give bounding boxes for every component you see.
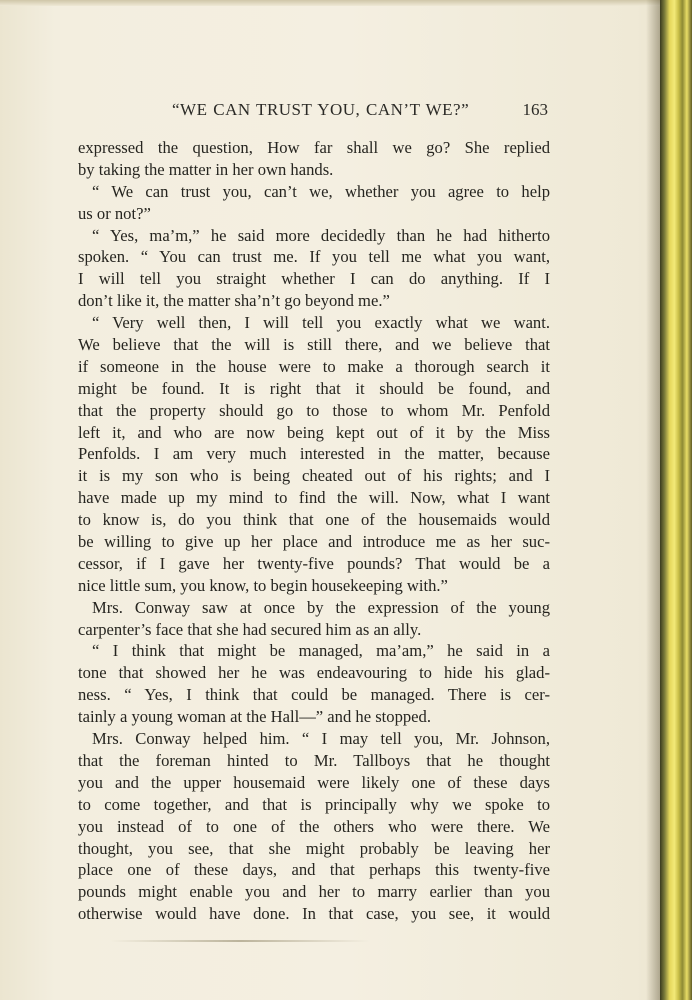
text-line: otherwise would have done. In that case, you see, it would xyxy=(78,904,550,924)
text-line: it is my son who is being cheated out of his rights; and I xyxy=(78,466,550,486)
book-spine xyxy=(660,0,692,1000)
bottom-smudge xyxy=(110,940,370,942)
text-line: ness. “ Yes, I think that could be managed. There is cer- xyxy=(78,685,550,705)
text-line: “ We can trust you, can’t we, whether you agree to help xyxy=(92,181,550,201)
running-title: “WE CAN TRUST YOU, CAN’T WE?” xyxy=(172,100,470,119)
text-line: “ Very well then, I will tell you exactly what we want. xyxy=(92,313,550,333)
text-line: spoken. “ You can trust me. If you tell me what you want, xyxy=(78,247,550,267)
text-line: might be found. It is right that it should be found, and xyxy=(78,378,550,398)
text-line: that the property should go to those to whom Mr. Penfold xyxy=(78,400,550,420)
text-line: place one of these days, and that perhaps this twenty-five xyxy=(78,860,550,880)
text-line: Mrs. Conway helped him. “ I may tell you, Mr. Johnson, xyxy=(92,729,550,749)
text-line: you and the upper housemaid were likely one of these days xyxy=(78,772,550,792)
text-line: “ Yes, ma’m,” he said more decidedly than he had hitherto xyxy=(92,225,550,245)
text-line: expressed the question, How far shall we go? She replied xyxy=(78,138,550,157)
text-line: Mrs. Conway saw at once by the expression of the young xyxy=(92,597,550,617)
page-header xyxy=(80,100,548,126)
text-line: tone that showed her he was endeavouring to hide his glad- xyxy=(78,663,550,683)
text-line: have made up my mind to find the will. Now, what I want xyxy=(78,488,550,508)
text-line: carpenter’s face that she had secured him as an ally. xyxy=(78,619,422,639)
text-line: to know is, do you think that one of the housemaids would xyxy=(78,510,550,530)
text-line: by taking the matter in her own hands. xyxy=(78,159,334,179)
text-line: We believe that the will is still there, and we believe that xyxy=(78,335,550,355)
page-top-edge xyxy=(0,0,692,6)
text-line: be willing to give up her place and introduce me as her suc- xyxy=(78,532,550,552)
text-line: thought, you see, that she might probably be leaving her xyxy=(78,838,550,858)
body-text xyxy=(78,137,550,925)
text-line: to come together, and that is principally why we spoke to xyxy=(78,794,550,814)
text-line: tainly a young woman at the Hall—” and he stopped. xyxy=(78,707,431,727)
text-line: nice little sum, you know, to begin housekeeping with.” xyxy=(78,575,448,595)
text-line: “ I think that might be managed, ma’am,” he said in a xyxy=(92,641,550,661)
text-line: if someone in the house were to make a thorough search it xyxy=(78,356,550,376)
text-line: that the foreman hinted to Mr. Tallboys that he thought xyxy=(78,750,550,770)
text-line: cessor, if I gave her twenty-five pounds? That would be a xyxy=(78,553,550,573)
text-line: Penfolds. I am very much interested in the matter, because xyxy=(78,444,550,464)
binding-shadow xyxy=(646,0,660,1000)
text-line: don’t like it, the matter sha’n’t go beyond me.” xyxy=(78,291,390,311)
page-number: 163 xyxy=(522,100,548,119)
text-line: us or not?” xyxy=(78,203,151,223)
text-line: left it, and who are now being kept out of it by the Miss xyxy=(78,422,550,442)
text-line: I will tell you straight whether I can do anything. If I xyxy=(78,269,550,289)
text-line: pounds might enable you and her to marry earlier than you xyxy=(78,882,550,902)
text-line: you instead of to one of the others who were there. We xyxy=(78,816,550,836)
